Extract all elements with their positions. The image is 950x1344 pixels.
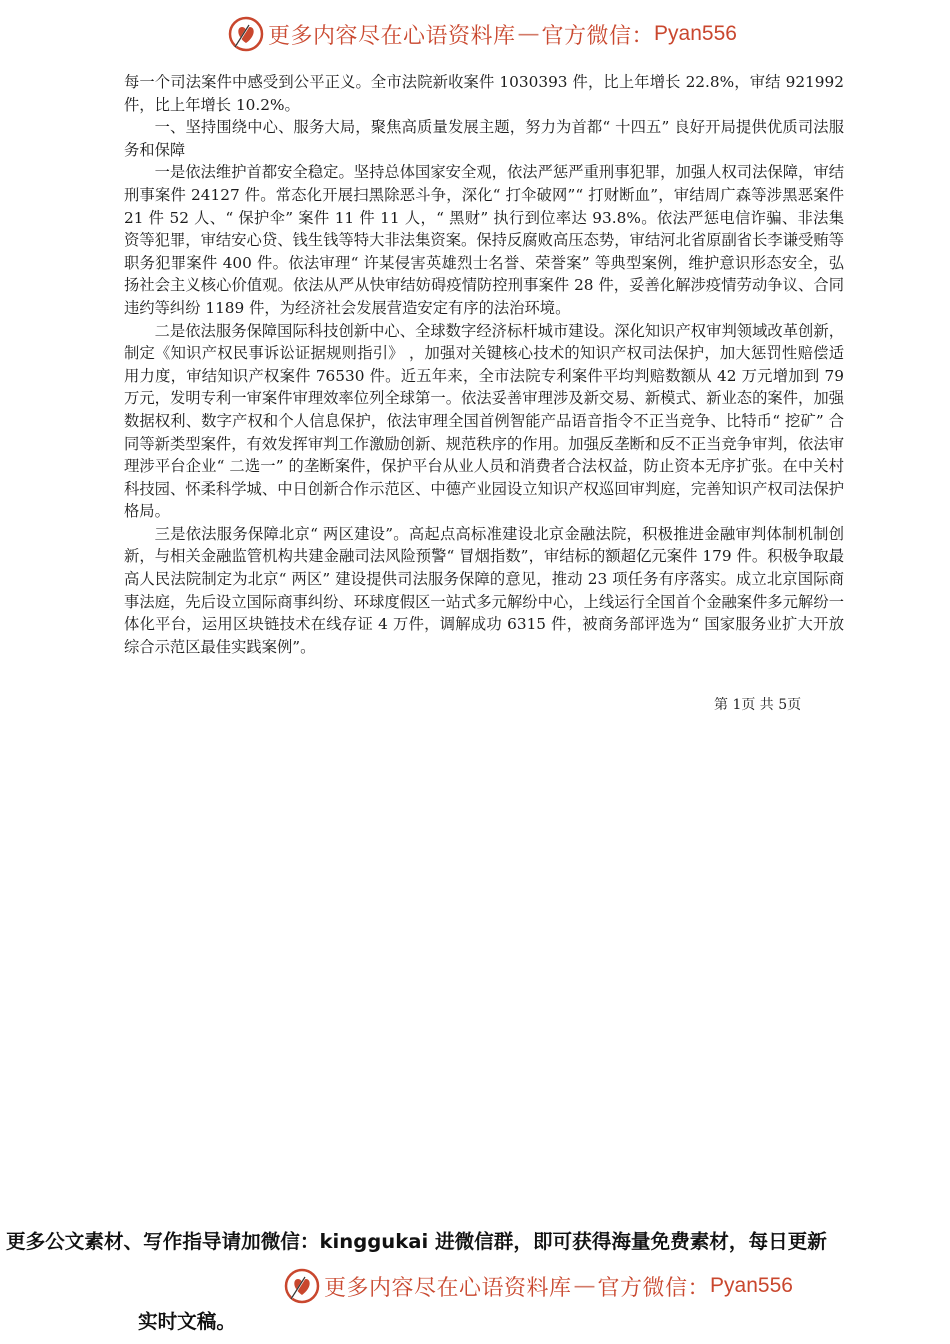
document-body — [124, 71, 844, 658]
heart-pen-logo-icon — [228, 16, 264, 52]
watermark-separator: — — [573, 1273, 596, 1299]
watermark-footer — [284, 1268, 793, 1304]
watermark-label: 官方微信： — [597, 1275, 711, 1301]
paragraph-two-zones: 三是依法服务保障北京“ 两区建设”。高起点高标准建设北京金融法院，积极推进金融审判体制机制创新，与相关金融监管机构共建金融司法风险预警“ 冒烟指数”，审结标的额超亿元案件 179 件。积极争取最高人民法院制定为北京“ 两区” 建设提供司法服务保障的意见，推动 23 项任务有序落实。成立北京国际商事法庭，先后设立国际商事纠纷、环球度假区一站式多元解纷中心，上线运行全国首个金融案件多元解纷一体化平台，运用区块链技术在线存证 4 万件，调解成功 6315 件，被商务部评选为“ 国家服务业扩大开放综合示范区最佳实践案例”。 — [124, 524, 844, 656]
paragraph-innovation: 二是依法服务保障国际科技创新中心、全球数字经济标杆城市建设。深化知识产权审判领域改革创新，制定《知识产权民事诉讼证据规则指引》 ，加强对关键核心技术的知识产权司法保护，加大惩罚性赔偿适用力度，审结知识产权案件 76530 件。近五年来，全市法院专利案件平均判赔数额从 42 万元增加到 79 万元，发明专利一审案件审理效率位列全球第一。依法妥善审理涉及新交易、新模式、新业态的案件，加强数据权利、数字产权和个人信息保护，依法审理全国首例智能产品语音指令不正当竞争、比特币“ 挖矿” 合同等新类型案件，有效发挥审判工作激励创新、规范秩序的作用。加强反垄断和反不正当竞争审判，依法审理涉平台企业“ 二选一” 的垄断案件，保护平台从业人员和消费者合法权益，防止资本无序扩张。在中关村科技园、怀柔科学城、中日创新合作示范区、中德产业园设立知识产权巡回审判庭，完善知识产权司法保护格局。 — [124, 321, 844, 521]
watermark-text: 更多内容尽在心语资料库 — [324, 1275, 572, 1301]
paragraph-security: 一是依法维护首都安全稳定。坚持总体国家安全观，依法严惩严重刑事犯罪，加强人权司法保障，审结刑事案件 24127 件。常态化开展扫黑除恶斗争，深化“ 打伞破网”“ 打财断血”，审结周广森等涉黑恶案件 21 件 52 人、“ 保护伞” 案件 11 件 11 人，“ 黑财” 执行到位率达 93.8%。依法严惩电信诈骗、非法集资等犯罪，审结安心贷、钱生钱等特大非法集资案。保持反腐败高压态势，审结河北省原副省长李谦受贿等职务犯罪案件 400 件。依法审理“ 许某侵害英雄烈士名誉、荣誉案” 等典型案例，维护意识形态安全，弘扬社会主义核心价值观。依法从严从快审结妨碍疫情防控刑事案件 28 件，妥善化解涉疫情劳动争议、合同违约等纠纷 1189 件，为经济社会发展营造安定有序的法治环境。 — [124, 163, 844, 317]
section-heading: 一、坚持围绕中心、服务大局，聚焦高质量发展主题，努力为首都“ 十四五” 良好开局提供优质司法服务和保障 — [124, 118, 844, 159]
watermark-id: Pyan556 — [654, 22, 737, 45]
heart-pen-logo-icon — [284, 1268, 320, 1304]
watermark-id: Pyan556 — [710, 1274, 793, 1297]
paragraph-intro: 每一个司法案件中感受到公平正义。全市法院新收案件 1030393 件，比上年增长 22.8%，审结 921992 件，比上年增长 10.2%。 — [124, 73, 844, 114]
watermark-text: 更多内容尽在心语资料库 — [268, 23, 516, 49]
page-number: 第 1页 共 5页 — [714, 697, 802, 713]
watermark-header — [228, 16, 737, 52]
watermark-separator: — — [517, 21, 540, 47]
footer-line-2: 实时文稿。 — [138, 1310, 236, 1333]
watermark-label: 官方微信： — [541, 23, 655, 49]
footer-line-1: 更多公文素材、写作指导请加微信：kinggukai 进微信群，即可获得海量免费素材，每日更新 — [6, 1230, 827, 1253]
